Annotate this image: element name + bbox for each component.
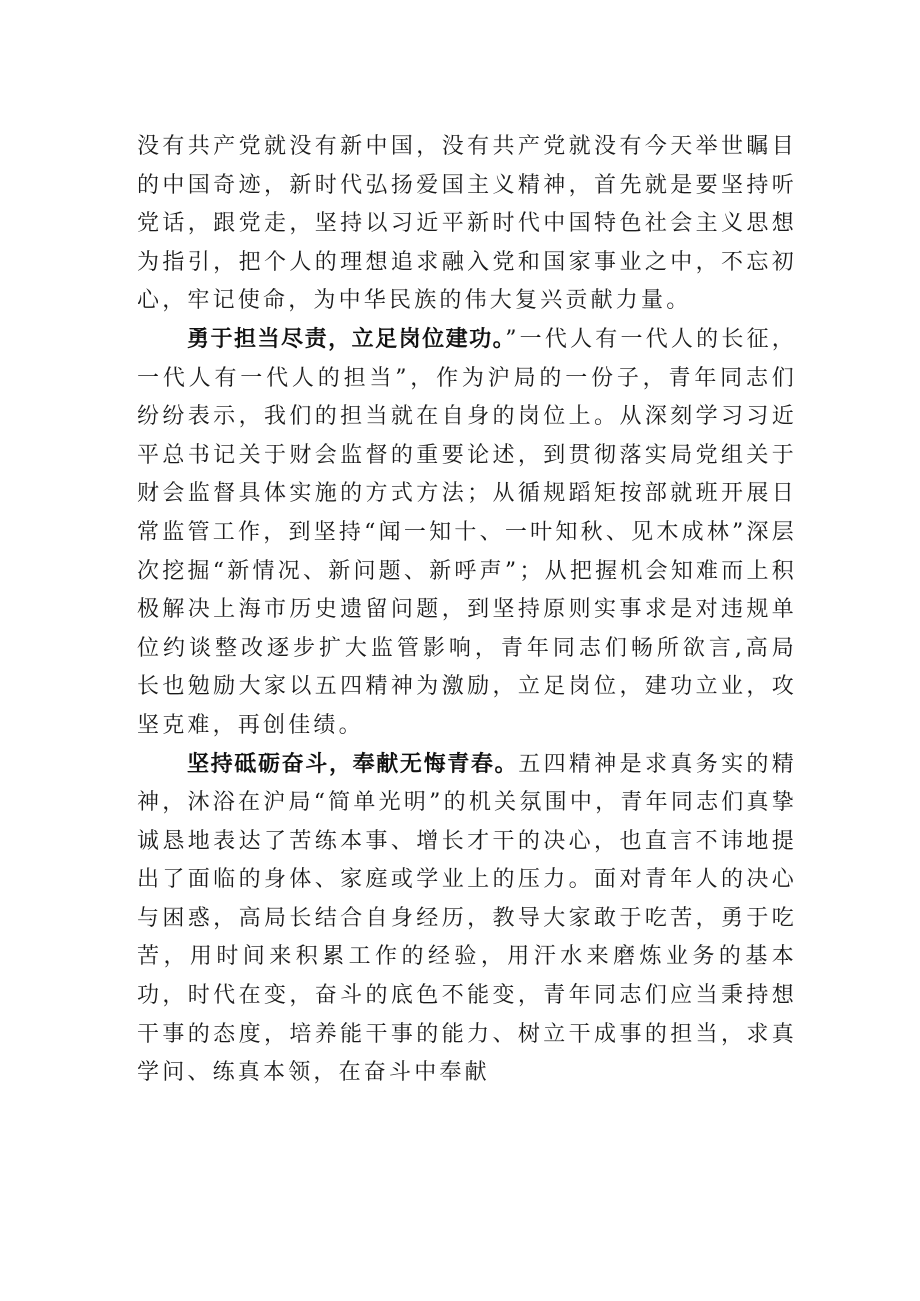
section-heading-responsibility: 勇于担当尽责，立足岗位建功。 bbox=[187, 326, 506, 352]
paragraph-3 bbox=[137, 746, 797, 1093]
paragraph-1-text: 没有共产党就没有新中国，没有共产党就没有今天举世瞩目的中国奇迹，新时代弘扬爱国主义精神，首先就是要坚持听党话，跟党走，坚持以习近平新时代中国特色社会主义思想为指引，把个人的理想追求融入党和国家事业之中，不忘初心，牢记使命，为中华民族的伟大复兴贡献力量。 bbox=[137, 134, 797, 314]
section-heading-striving: 坚持砥砺奋斗，奉献无悔青春。 bbox=[187, 751, 519, 777]
paragraph-3-text: 五四精神是求真务实的精神，沐浴在沪局“简单光明”的机关氛围中，青年同志们真挚诚恳地表达了苦练本事、增长才干的决心，也直言不讳地提出了面临的身体、家庭或学业上的压力。面对青年人的决心与困惑，高局长结合自身经历，教导大家敢于吃苦，勇于吃苦，用时间来积累工作的经验，用汗水来磨炼业务的基本功，时代在变，奋斗的底色不能变，青年同志们应当秉持想干事的态度，培养能干事的能力、树立干成事的担当，求真学问、练真本领，在奋斗中奉献 bbox=[137, 751, 797, 1086]
paragraph-1 bbox=[137, 128, 797, 321]
paragraph-2-text: ”一代人有一代人的长征，一代人有一代人的担当”，作为沪局的一份子，青年同志们纷纷表示，我们的担当就在自身的岗位上。从深刻学习习近平总书记关于财会监督的重要论述，到贯彻落实局党组关于财会监督具体实施的方式方法；从循规蹈矩按部就班开展日常监管工作，到坚持“闻一知十、一叶知秋、见木成林”深层次挖掘“新情况、新问题、新呼声”；从把握机会知难而上积极解决上海市历史遗留问题，到坚持原则实事求是对违规单位约谈整改逐步扩大监管影响，青年同志们畅所欲言,高局长也勉励大家以五四精神为激励，立足岗位，建功立业，攻坚克难，再创佳绩。 bbox=[137, 326, 797, 738]
paragraph-2 bbox=[137, 321, 797, 746]
document-body bbox=[137, 128, 797, 1093]
